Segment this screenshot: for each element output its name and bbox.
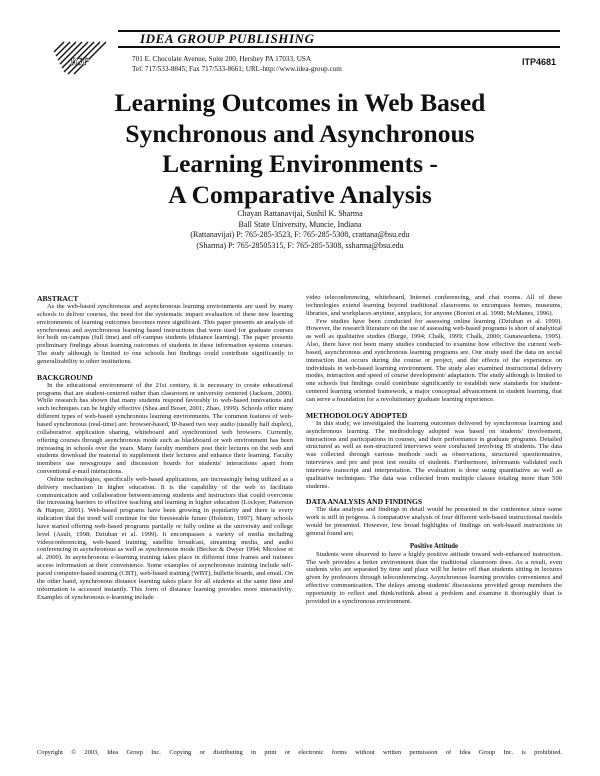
right-column bbox=[306, 294, 562, 606]
title-line: Learning Outcomes in Web Based bbox=[114, 88, 486, 117]
section-heading-methodology: METHODOLOGY ADOPTED bbox=[306, 410, 408, 420]
publisher-banner bbox=[118, 30, 560, 48]
contact-line: Tel: 717/533-8845; Fax 717/533-8661; URL-http://www.idea-group.com bbox=[132, 64, 342, 73]
title-line: Learning Environments - bbox=[162, 149, 438, 178]
abstract-label: ABSTRACT bbox=[37, 294, 79, 303]
title-line: Synchronous and Asynchronous bbox=[125, 118, 475, 148]
background-paragraph: Online technologies, specifically web-based applications, are increasingly being utilized as a delivery mechanism in higher education. It is the capability of the web to facilitate communication and collaboration between/among students and instructors that could overcome the increasing barriers to effective teaching and learning in higher education (Lockyer, Patterson & Harper, 2001). Web-based programs have been growing in popularity and there is every indication that the trend will continue for the foreseeable future (Holstein, 1997). Many schools have started offering web-based programs partially or fully online at the university and college level (Asult, 1998; Dziuban et al. 1999). It encompasses a variety of media including videoconferencing, web-based training, satellite broadcast, streaming media, and audio conferencing in asynchronous as well as synchronous mode (Becker & Dwyer 1994; Micolese et al. 2000). In asynchronous e-learning training takes place in different time frames and trainees access information at their convenience. Some examples of asynchronous training include self-paced computer-based training (CBT), web-based training (WBT), bulletin boards, and email. On the other hand, synchronous distance learning takes place for all students at the same time and information is accessed instantly. This form of distance learning provides more interactivity. Examples of synchronous e-learning include bbox=[37, 475, 293, 601]
author-contact: (Rattanavijai) P: 765-285-3523, F: 765-285-5308, crattana@bsu.edu bbox=[190, 230, 410, 240]
paper-title bbox=[40, 88, 560, 210]
author-names: Chayan Rattanavijai, Sushil K. Sharma bbox=[237, 209, 363, 218]
copyright-footer: Copyright © 2003, Idea Group Inc. Copying or distributing in print or electronic forms without written permission of Idea Group Inc. is prohibited. bbox=[37, 749, 562, 756]
banner-bottom-rule bbox=[118, 46, 560, 48]
left-column bbox=[37, 294, 293, 601]
body-paragraph: video teleconferencing, whiteboard, Internet conferencing, and chat rooms. All of these technologies extend learning beyond traditional classrooms to encompass homes, museums, libraries, and workplaces anytime, anyplace, for anyone (Boroni et al. 1998; McManes, 1996). bbox=[306, 294, 562, 317]
svg-text:IGP: IGP bbox=[70, 56, 89, 68]
author-contact: (Sharma) P: 765-28505315, F: 765-285-5308, ssharma@bsu.edu bbox=[196, 240, 404, 250]
title-line: A Comparative Analysis bbox=[168, 179, 432, 209]
author-block bbox=[100, 209, 500, 251]
author-affiliation: Ball State University, Muncie, Indiana bbox=[238, 219, 362, 229]
address-line: 701 E. Chocolate Avenue, Suite 200, Hershey PA 17033, USA bbox=[132, 55, 312, 63]
paper-code: ITP4681 bbox=[521, 57, 556, 67]
positive-attitude-paragraph: Students were observed to have a highly positive attitude toward web-enhanced instruction. The web provides a better environment than the traditional classroom does. As a result, even students who are separated by time and place will be better off than students sitting in lectures given by professors through teleconferencing. Asynchronous learning provides convenience and effective communication. The delays among students' discussions provided group members the opportunity to reflect and think/rethink about a problem and examine it thoroughly than is provided in a synchronous environment. bbox=[306, 550, 562, 605]
publisher-name: IDEA GROUP PUBLISHING bbox=[140, 31, 315, 46]
methodology-paragraph: In this study, we investigated the learning outcomes delivered by synchronous learning and asynchronous learning. The methodology adopted was based on students' involvement, interactions and participations in courses, and their performance in graduate programs. Detailed structured as well as non-structured interviews were conducted involving IS students. The data was collected through various methods such as observations, structured questionnaires, interviews and pre and post test results of students. Furthermore, informants validated each interview transcript and interpretation. The evaluation is done using quantitative as well as qualitative techniques. The data was collected from multiple classes totaling more than 500 students. bbox=[306, 419, 562, 490]
subheading-positive-attitude: Positive Attitude bbox=[409, 542, 459, 550]
abstract-text: As the web-based synchronous and asynchronous learning environments are used by many schools to deliver courses, the need for the systematic impact evaluation of these new learning environments of learning outcomes becomes more significant. This paper presents an analysis of synchronous and asynchronous learning based instructions that were used for graduate courses for both on-campus (full time) and off-campus students (distance learning). The paper presents preliminary findings about learning outcomes of students in these information systems courses. The study although is limited to one schools but findings could contribute significantly to generalizability to other institutions. bbox=[37, 303, 293, 365]
background-paragraph: In the educational environment of the 21st century, it is necessary to create educational programs that are student-centered rather than classroom or university centered (Jackson, 2000). While research has shown that many students respond favorably to web-based innovations and such techniques can be highly effective (Shea and Boser, 2001; Zhao, 1999). Schools offer many different types of web-based synchronous learning environments. The common features of web-based synchronous (real-time) are: browser-based, IP-based two way audio (usually half duplex), collaborative application sharing, whiteboard and synchronized web browsers. Currently, offering courses through asynchronous mode such as blackboard or web environment has been increasing in schools over the years. Many faculty members post their lectures on the web and students download the material to supplement their lectures and enhance their learning. Faculty members use newsgroups and discussion boards for students' interactions apart from conventional e-mail interactions. bbox=[37, 381, 293, 476]
idea-group-logo bbox=[50, 38, 110, 80]
body-paragraph: Few studies have been conducted for assessing online learning (Dziuban et al. 1999). However, the research literature on the use of assessing web-based programs is short of analytical as well as qualitative studies (Burge, 1994; Chalk, 1999; Chalk, 2000; Gunawardena, 1995). Also, there have not been many studies conducted to examine how effective the current web-based, asynchronous and synchronous learning programs are. Our study used the data on social interaction that occurs during the course or project, and the effects of the experience on individuals in web-based learning environment. The study also examined instructional delivery modes, interaction and speed of course development/ adaptation. The study although is limited to one schools but findings could contribute significantly to establish new standards for student-centered learning oriented framework, a major conceptual advancement in student learning, that can serve a foundation for a revolutionary graduate learning experience. bbox=[306, 317, 562, 403]
section-heading-data-analysis: DATA ANALYSIS AND FINDINGS bbox=[306, 497, 423, 507]
data-analysis-paragraph: The data analysis and findings in detail would be presented in the conference since some work is still in progress. A comparative analysis of four different web-based instructional models would be presented. However, few broad highlights of findings on web-based instructions in general found are; bbox=[306, 506, 562, 537]
section-heading-background: BACKGROUND bbox=[37, 372, 93, 382]
publisher-address bbox=[132, 55, 342, 74]
